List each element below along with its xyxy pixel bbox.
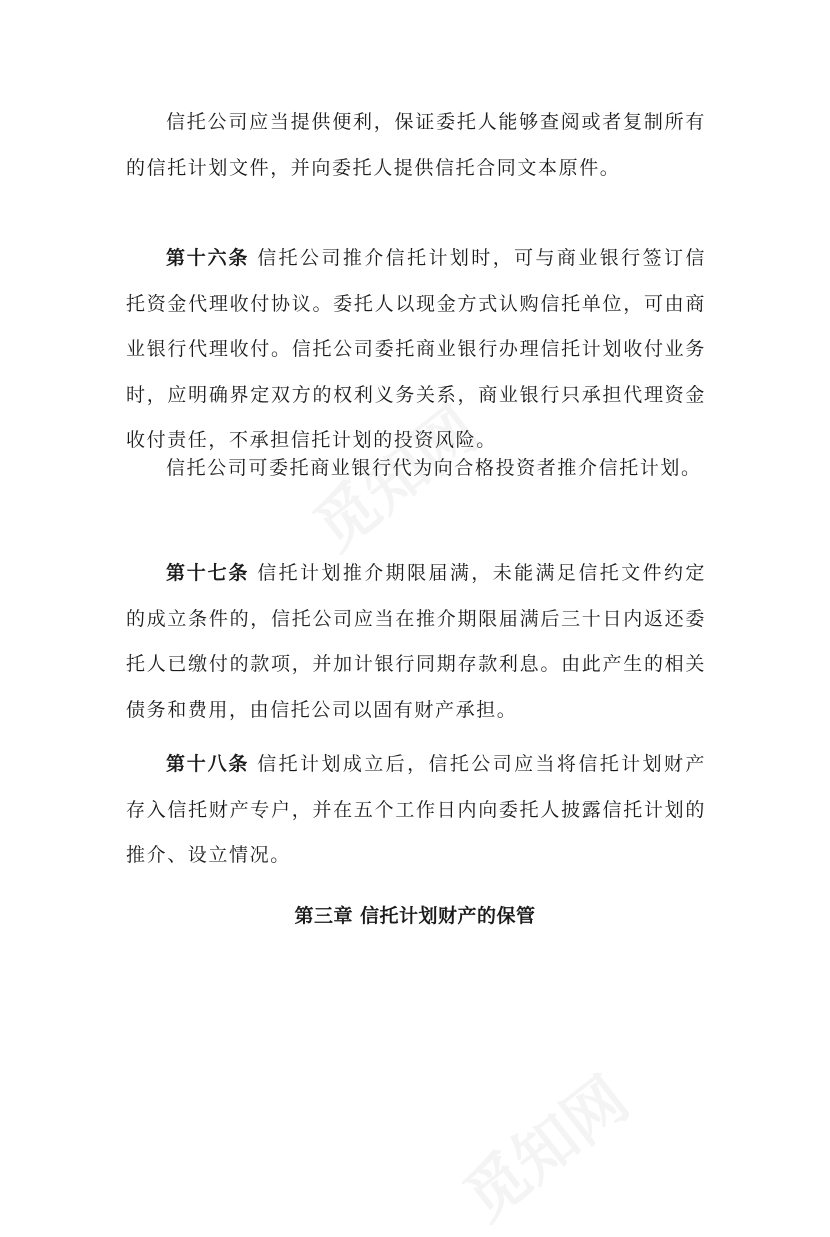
article-label: 第十六条 [166,247,250,269]
paragraph-text: 信托公司可委托商业银行代为向合格投资者推介信托计划。 [166,457,702,479]
paragraph-text: 信托计划成立后，信托公司应当将信托计划财产存入信托财产专户，并在五个工作日内向委托人披露信托计划的推介、设立情况。 [126,753,706,866]
paragraph-text: 信托公司推介信托计划时，可与商业银行签订信托资金代理收付协议。委托人以现金方式认购信托单位，可由商业银行代理收付。信托公司委托商业银行办理信托计划收付业务时，应明确界定双方的权利义务关系，商业银行只承担代理资金收付责任，不承担信托计划的投资风险。 [126,247,706,451]
article-label: 第十七条 [166,562,250,584]
paragraph-access-documents [126,100,706,191]
paragraph-text: 信托公司应当提供便利，保证委托人能够查阅或者复制所有的信托计划文件，并向委托人提供信托合同文本原件。 [126,111,706,179]
article-17 [126,551,706,733]
paragraph-text: 信托计划推介期限届满，未能满足信托文件约定的成立条件的，信托公司应当在推介期限届满后三十日内返还委托人已缴付的款项，并加计银行同期存款利息。由此产生的相关债务和费用，由信托公司以固有财产承担。 [126,562,706,721]
article-label: 第十八条 [166,753,250,775]
watermark [442,1052,643,1237]
article-16 [126,236,706,464]
paragraph-bank-promotion [126,446,706,492]
article-18 [126,742,706,879]
chapter-title: 第三章 信托计划财产的保管 [294,905,536,927]
